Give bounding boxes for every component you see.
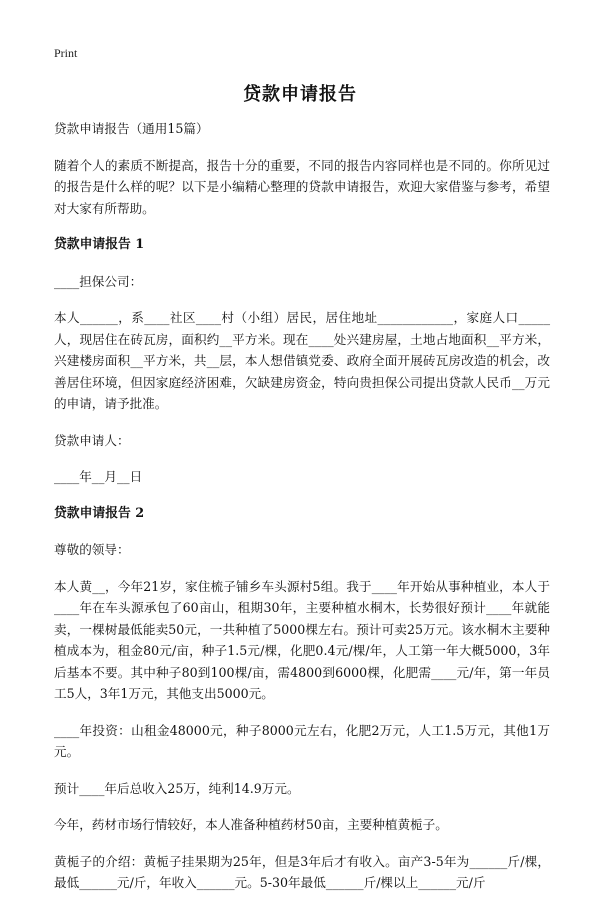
date-line: ____年__月__日 [54, 469, 143, 484]
applicant-label: 贷款申请人： [54, 432, 130, 448]
body-paragraph-2: 本人黄__，今年21岁，家住梳子铺乡车头源村5组。我于____年开始从事种植业，本人于____年在车头源承包了60亩山，租期30年，主要种植水桐木，长势很好预计____年就能卖，一棵树最低能卖50元，一共种植了5000棵左右。预计可卖25万元。该水桐木主要种植成本为，租金80元/亩，种子1.5元/棵，化肥0.4元/棵/年，人工第一年大概5000，3年后基本不要。其中种子80到100棵/亩，需4800到6000棵，化肥需____元/年，第一年员工5人，3年1万元，其他支出5000元。 [54, 578, 550, 701]
doc-subtitle: 贷款申请报告（通用15篇） [54, 121, 209, 136]
print-label: Print [54, 46, 78, 60]
document-body [54, 118, 550, 909]
section-heading-2: 贷款申请报告 2 [54, 505, 145, 521]
section-heading-1: 贷款申请报告 1 [54, 237, 145, 252]
document-title: 贷款申请报告 [243, 84, 357, 105]
market-paragraph: 今年，药材市场行情较好，本人准备种植药材50亩，主要种植黄栀子。 [54, 817, 448, 832]
investment-paragraph: ____年投资：山租金48000元，种子8000元左右，化肥2万元，人工1.5万元，其他1万元。 [54, 722, 550, 759]
addressee-2: 尊敬的领导： [54, 542, 130, 557]
addressee-1: ____担保公司： [54, 273, 143, 289]
forecast-paragraph: 预计____年后总收入25万，纯利14.9万元。 [54, 780, 300, 796]
gardenia-paragraph: 黄栀子的介绍：黄栀子挂果期为25年，但是3年后才有收入。亩产3-5年为______斤/棵，最低______元/斤，年收入______元。5-30年最低______斤/棵以上______元/斤 [54, 853, 550, 890]
intro-paragraph: 随着个人的素质不断提高，报告十分的重要，不同的报告内容同样也是不同的。你所见过的报告是什么样的呢？以下是小编精心整理的贷款申请报告，欢迎大家借鉴与参考，希望对大家有所帮助。 [54, 157, 550, 216]
body-paragraph-1: 本人______，系____社区____村（小组）居民，居住地址____________，家庭人口_____人，现居住在砖瓦房，面积约__平方米。现在____处兴建房屋，土地占地面积__平方米，兴建楼房面积__平方米，共__层，本人想借镇党委、政府全面开展砖瓦房改造的机会，改善居住环境，但因家庭经济困难，欠缺建房资金，特向贵担保公司提出贷款人民币__万元的申请，请予批准。 [54, 310, 550, 411]
